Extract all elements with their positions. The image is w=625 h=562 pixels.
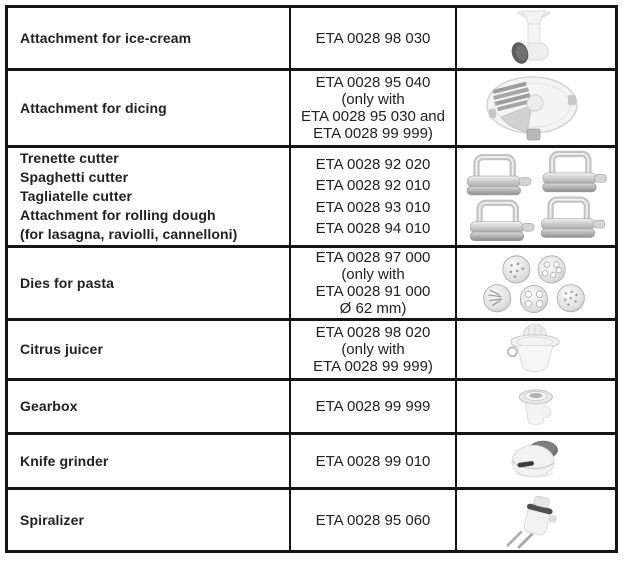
attachment-name: Attachment for ice-cream — [20, 29, 192, 46]
attachment-name: Trenette cutter — [20, 150, 119, 166]
attachment-name: Citrus juicer — [20, 341, 103, 357]
table-row — [8, 321, 615, 381]
dicing-disc-photo — [469, 73, 599, 143]
eta-code-note: ETA 0028 91 000 — [315, 283, 431, 300]
eta-code-note: (only with — [341, 341, 405, 358]
spiralizer-photo — [482, 491, 586, 549]
eta-code-note: Ø 62 mm) — [339, 300, 407, 317]
pasta-dies-photo — [470, 250, 598, 316]
eta-code: ETA 0028 98 030 — [315, 29, 431, 47]
eta-code-note: (only with — [341, 266, 405, 283]
eta-code: ETA 0028 98 020 — [315, 324, 431, 341]
table-row — [8, 148, 615, 248]
eta-code: ETA 0028 97 000 — [315, 249, 431, 266]
eta-code-note: (only with — [341, 91, 405, 108]
attachment-name-note: (for lasagna, raviolli, cannelloni) — [20, 226, 238, 242]
pasta-cutters-photo — [459, 150, 609, 243]
table-row — [8, 490, 615, 550]
eta-code: ETA 0028 95 060 — [315, 511, 431, 529]
citrus-juicer-photo — [484, 324, 584, 376]
knife-grinder-photo — [486, 438, 582, 484]
eta-code: ETA 0028 99 999 — [315, 398, 431, 415]
accessories-table — [5, 5, 618, 553]
eta-code-note: ETA 0028 99 999) — [313, 358, 433, 375]
eta-code: ETA 0028 92 020 — [315, 156, 431, 174]
attachment-name: Gearbox — [20, 398, 78, 414]
ice-cream-attachment-photo — [474, 10, 594, 66]
attachment-name: Spaghetti cutter — [20, 169, 129, 185]
eta-code: ETA 0028 92 010 — [315, 177, 431, 195]
attachment-name: Knife grinder — [20, 452, 109, 469]
table-row — [8, 71, 615, 148]
eta-code-note: ETA 0028 99 999) — [313, 125, 433, 142]
gearbox-photo — [488, 384, 580, 430]
attachment-name: Attachment for dicing — [20, 99, 167, 116]
eta-code: ETA 0028 94 010 — [315, 219, 431, 237]
attachment-name: Spiralizer — [20, 511, 85, 528]
table-row — [8, 8, 615, 71]
attachment-name: Attachment for rolling dough — [20, 207, 216, 223]
eta-code-note: ETA 0028 95 030 and — [300, 108, 445, 125]
attachment-name: Tagliatelle cutter — [20, 188, 133, 204]
table-row — [8, 435, 615, 490]
eta-code: ETA 0028 95 040 — [315, 74, 431, 91]
attachment-name: Dies for pasta — [20, 274, 114, 291]
table-row — [8, 381, 615, 435]
eta-code: ETA 0028 93 010 — [315, 198, 431, 216]
table-row — [8, 248, 615, 321]
eta-code: ETA 0028 99 010 — [315, 452, 431, 470]
